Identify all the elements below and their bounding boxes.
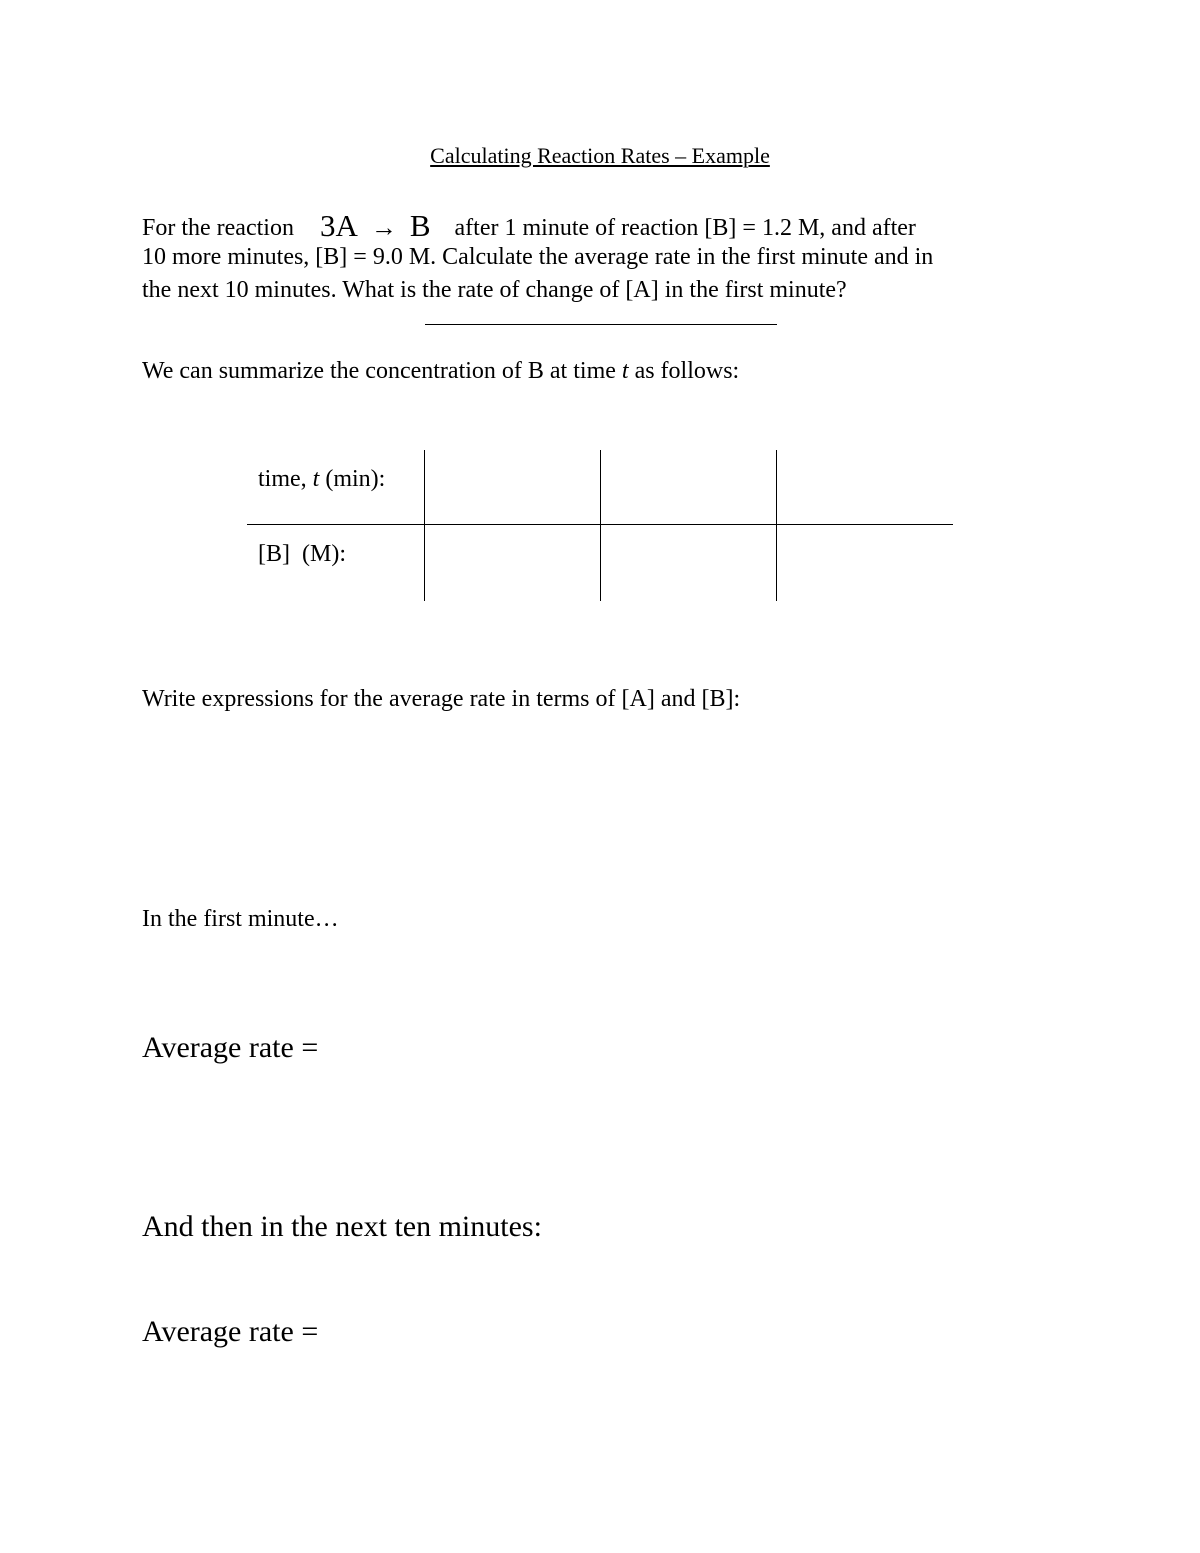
time-label-after: (min):	[325, 466, 386, 492]
average-rate-2: Average rate =	[142, 1315, 319, 1348]
problem-statement	[142, 208, 933, 307]
write-expressions-prompt: Write expressions for the average rate in terms of [A] and [B]:	[142, 686, 741, 712]
problem-prefix: For the reaction	[142, 215, 294, 241]
table-divider-2	[600, 450, 601, 601]
problem-line-3: the next 10 minutes. What is the rate of change of [A] in the first minute?	[142, 277, 847, 303]
summary-text	[142, 358, 739, 385]
problem-line-1-rest: after 1 minute of reaction [B] = 1.2 M, and after	[454, 215, 916, 241]
table-divider-1	[424, 450, 425, 601]
page-title: Calculating Reaction Rates – Example	[430, 143, 770, 168]
reaction-arrow: →	[370, 213, 397, 242]
table-divider-3	[776, 450, 777, 601]
average-rate-1: Average rate =	[142, 1031, 319, 1064]
answer-line	[425, 324, 777, 325]
reactant: 3A	[319, 208, 358, 243]
summary-after: as follows:	[634, 358, 740, 384]
product: B	[409, 208, 431, 243]
reaction-equation	[320, 209, 431, 244]
problem-line-1	[142, 208, 933, 241]
summary-before: We can summarize the concentration of B at time	[142, 358, 616, 384]
next-ten-minutes-heading: And then in the next ten minutes:	[142, 1210, 542, 1243]
table-row-divider	[247, 524, 953, 525]
first-minute-heading: In the first minute…	[142, 906, 339, 932]
time-label-var: t	[312, 466, 320, 492]
time-label-before: time,	[258, 466, 307, 492]
table-row-label-concentration: [B] (M):	[258, 541, 346, 567]
table-row-label-time	[258, 466, 385, 493]
problem-line-2: 10 more minutes, [B] = 9.0 M. Calculate the average rate in the first minute and in	[142, 244, 934, 270]
summary-variable: t	[621, 358, 629, 384]
